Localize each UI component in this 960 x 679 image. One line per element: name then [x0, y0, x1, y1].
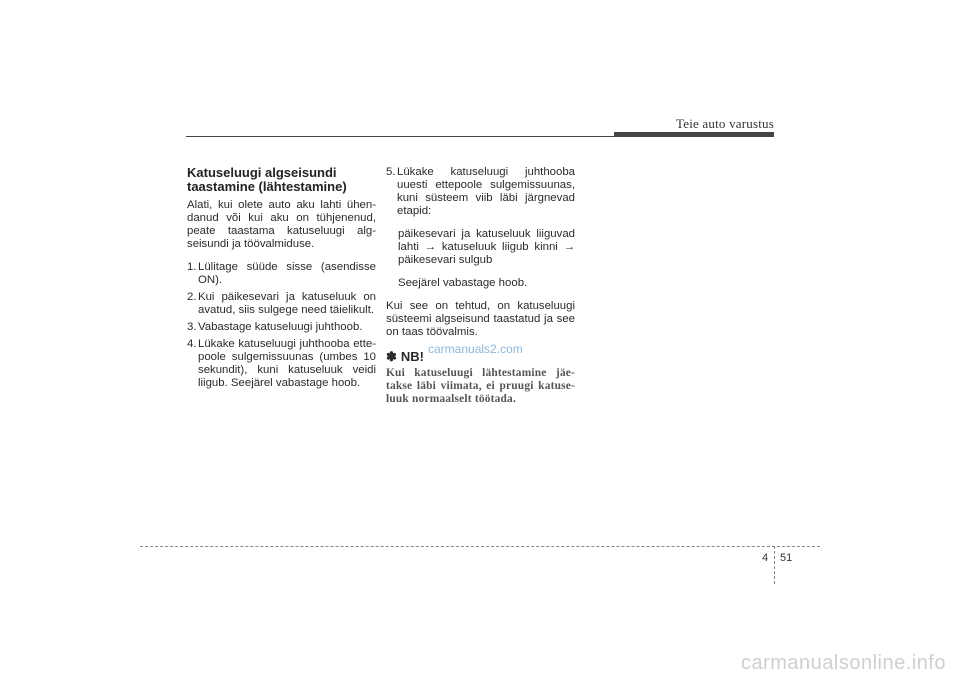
step-number: 5.: [386, 166, 396, 178]
list-item: [386, 166, 575, 218]
header-rule-thick: [614, 132, 774, 136]
section-heading-line2: taastamine (lähtestamine): [187, 179, 347, 194]
step-text: Lükake katuseluugi juhthooba uuesti ettepoole sulgemissuunas, kuni süsteem viib läbi järgnevad etapid:: [397, 166, 575, 217]
step-text: Kui päikesevari ja katuseluuk on avatud, siis sulgege need täielikult.: [198, 291, 376, 316]
list-item: [187, 261, 376, 287]
note-title: [386, 349, 575, 364]
step-text: Vabastage katuseluugi juhthoob.: [198, 321, 363, 333]
sequence-part2: katuseluuk liigub kinni: [441, 241, 558, 253]
sequence-paragraph: [386, 228, 575, 267]
summary-paragraph: Kui see on tehtud, on katuseluugi süsteemi algseisund taastatud ja see on taas töövalmis.: [386, 300, 575, 338]
sequence-part3: päikesevari sulgub: [398, 254, 493, 266]
site-watermark: carmanualsonline.info: [740, 652, 946, 674]
asterisk-icon: ✽: [386, 349, 397, 364]
chapter-number: 4: [762, 552, 769, 564]
sequence-part1: päikesevari ja katuseluuk liiguvad lahti: [398, 228, 575, 253]
right-column: [386, 166, 575, 406]
step-number: 2.: [187, 291, 197, 303]
step-number: 3.: [187, 321, 197, 333]
intro-paragraph: Alati, kui olete auto aku lahti ühen-danud või kui aku on tühjenenud, peate taastama katuseluugi alg-seisundi ja töövalmiduse.: [187, 199, 376, 250]
list-item: [187, 338, 376, 390]
list-item: [187, 321, 376, 334]
step-text: Lülitage süüde sisse (asendisse ON).: [198, 261, 376, 286]
step-number: 1.: [187, 261, 197, 273]
page-number: 51: [780, 552, 793, 564]
release-instruction: Seejärel vabastage hoob.: [398, 277, 528, 289]
arrow-right-icon: →: [563, 241, 575, 253]
header-rule-thin: [186, 136, 774, 137]
list-item: [187, 291, 376, 317]
arrow-right-icon: →: [424, 241, 437, 253]
step-text: Lükake katuseluugi juhthooba ette-poole sulgemissuunas (umbes 10 sekundit), kuni katuseluuk veidi liigub. Seejärel vabastage hoob.: [198, 338, 376, 389]
steps-list: [187, 261, 376, 390]
section-title: Teie auto varustus: [676, 116, 774, 131]
footer-page-divider: [774, 546, 775, 584]
note-body: Kui katuseluugi lähtestamine jäe-takse läbi viimata, ei pruugi katuse-luuk normaalselt töötada.: [386, 367, 575, 405]
section-heading: [187, 166, 376, 194]
footer-divider: [140, 546, 820, 547]
steps-list-continued: [386, 166, 575, 218]
step-number: 4.: [187, 338, 197, 350]
note-title-text: NB!: [400, 349, 425, 364]
section-heading-line1: Katuseluugi algseisundi: [187, 165, 337, 180]
inline-watermark: carmanuals2.com: [428, 342, 523, 356]
left-column: [187, 166, 376, 394]
